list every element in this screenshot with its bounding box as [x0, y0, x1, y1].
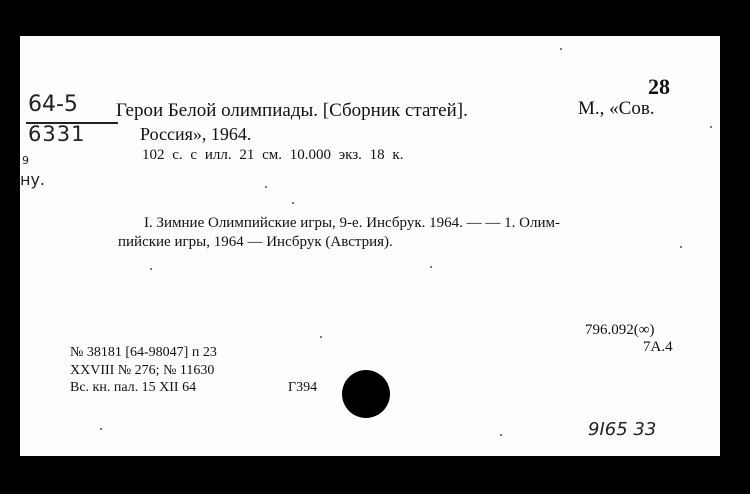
classification-code: 7А.4	[643, 339, 673, 355]
scan-speck	[710, 126, 712, 128]
catalog-card	[20, 36, 720, 456]
scan-speck	[292, 202, 294, 204]
scan-speck	[560, 48, 562, 50]
card-number: 28	[648, 74, 670, 99]
scan-speck	[500, 434, 502, 436]
imprint-line-1: № 38181 [64-98047] п 23	[70, 345, 217, 360]
imprint-line-2: XXVIII № 276; № 11630	[70, 363, 215, 378]
physical-description: 102 с. с илл. 21 см. 10.000 экз. 18 к.	[142, 147, 404, 163]
classification-number: 796.092(∞)	[585, 322, 655, 338]
handwritten-call-number-top: 64-5	[28, 92, 78, 117]
title-publisher-start: М., «Сов.	[578, 98, 655, 119]
handwritten-bottom-note: 9I65 33	[588, 419, 657, 440]
subject-tracing-line-1: I. Зимние Олимпийские игры, 9-е. Инсбрук. 1964. — — 1. Олим-	[144, 215, 560, 231]
handwritten-call-number-bottom: 6331	[28, 122, 86, 146]
handwritten-mark: ну.	[20, 170, 46, 189]
imprint-line-3: Вс. кн. пал. 15 XII 64	[70, 380, 197, 395]
scan-speck	[680, 246, 682, 248]
scan-speck	[150, 268, 152, 270]
title-line-2: Россия», 1964.	[140, 124, 252, 144]
scan-speck	[100, 428, 102, 430]
scan-speck	[430, 266, 432, 268]
imprint-code: Г394	[288, 380, 318, 395]
subject-tracing-line-2: пийские игры, 1964 — Инсбрук (Австрия).	[118, 234, 393, 250]
scan-speck	[265, 186, 267, 188]
scan-speck	[320, 336, 322, 338]
handwritten-small-mark: 9	[22, 154, 29, 167]
punch-hole	[342, 370, 390, 418]
title-line-1: Герои Белой олимпиады. [Сборник статей].	[116, 100, 468, 121]
